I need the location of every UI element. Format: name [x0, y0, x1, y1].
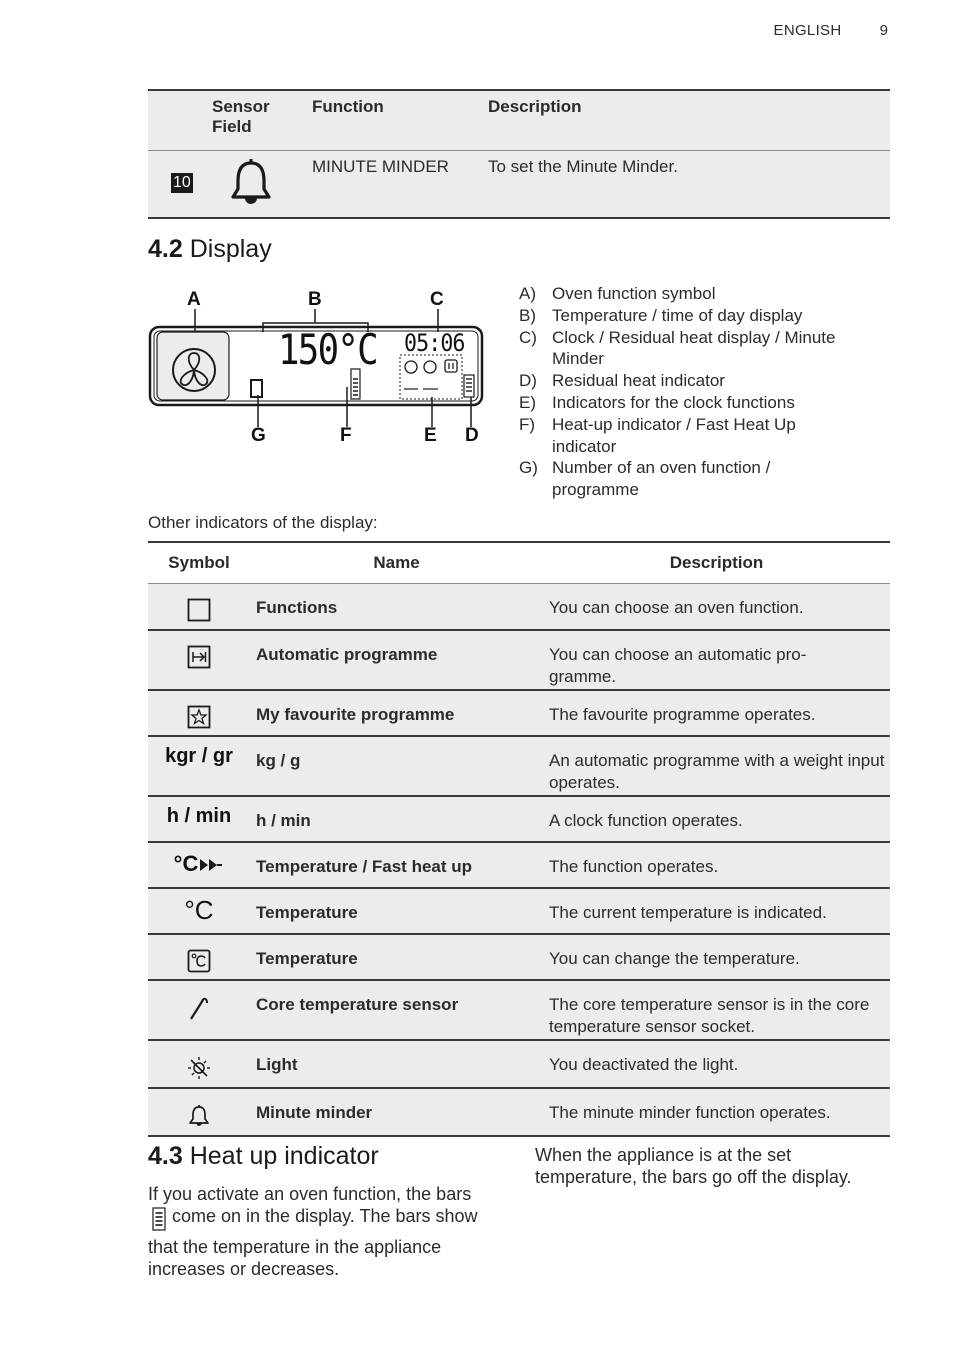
table-row: °C Temperature The current temperature is indicated.: [148, 888, 890, 934]
table-row: Automatic programme You can choose an automatic pro-gramme.: [148, 630, 890, 690]
label-g: G: [251, 425, 266, 446]
list-item: F) Heat-up indicator / Fast Heat Up indicator: [519, 414, 796, 456]
heat-up-bars-icon: [152, 1207, 166, 1236]
star-box-icon: [187, 705, 211, 734]
clock-readout: 05:06: [404, 329, 465, 357]
bell-icon: [187, 1103, 211, 1134]
heat-up-paragraph-2: When the appliance is at the set temperature, the bars go off the display.: [535, 1145, 852, 1187]
sensor-function: MINUTE MINDER: [312, 156, 449, 176]
label-f: F: [340, 425, 352, 446]
sensor-field-table: [148, 89, 890, 219]
table-row: Core temperature sensor The core temperature sensor is in the core temperature sensor socket.: [148, 980, 890, 1040]
list-item: D) Residual heat indicator: [519, 371, 725, 391]
fast-heat-arrows-icon: [198, 857, 224, 878]
label-b: B: [308, 289, 322, 310]
section-title: Display: [189, 235, 272, 263]
light-off-icon: [186, 1055, 212, 1086]
header-description: Description: [543, 542, 890, 584]
core-sensor-icon: [187, 995, 211, 1026]
table-row: kgr / gr kg / g An automatic programme with a weight input operates.: [148, 736, 890, 796]
table-row: [148, 150, 890, 218]
kg-g-symbol: kgr / gr: [165, 744, 233, 767]
table-row: Minute minder The minute minder function operates.: [148, 1088, 890, 1136]
table-row: h / min h / min A clock function operates.: [148, 796, 890, 842]
list-item: C) Clock / Residual heat display / Minute Minder: [519, 327, 836, 369]
header-symbol: Symbol: [148, 542, 250, 584]
list-item: A) Oven function symbol: [519, 284, 716, 303]
page-header: [740, 22, 888, 39]
table-row: Temperature You can change the temperature.: [148, 934, 890, 980]
boxed-celsius-icon: [187, 949, 211, 978]
list-item: B) Temperature / time of day display: [519, 305, 803, 325]
other-indicators-caption: Other indicators of the display:: [148, 513, 378, 532]
section-number: 4.3: [148, 1142, 183, 1170]
indicators-table: [148, 541, 890, 1137]
celsius-symbol: °C: [173, 850, 199, 876]
label-d: D: [465, 425, 479, 446]
table-row: Light You deactivated the light.: [148, 1040, 890, 1088]
section-title: Heat up indicator: [189, 1142, 379, 1170]
header-function: Function: [312, 97, 384, 116]
page-number: 9: [879, 22, 888, 39]
table-row: Functions You can choose an oven function.: [148, 584, 890, 630]
label-a: A: [187, 289, 201, 310]
section-heading-display: [148, 235, 272, 264]
sensor-number-badge: 10: [173, 173, 191, 191]
celsius-symbol: °C: [184, 894, 214, 925]
list-item: G) Number of an oven function / programme: [519, 458, 771, 500]
table-row: My favourite programme The favourite programme operates.: [148, 690, 890, 736]
language-label: ENGLISH: [773, 22, 842, 39]
table-row: °C Temperature / Fast heat up The function operates.: [148, 842, 890, 888]
section-number: 4.2: [148, 235, 183, 263]
header-name: Name: [250, 542, 543, 584]
header-description: Description: [488, 97, 582, 116]
temperature-readout: 150°C: [278, 325, 377, 374]
display-diagram: [148, 285, 488, 455]
automatic-programme-icon: [187, 645, 211, 674]
display-legend: [519, 283, 879, 501]
heat-up-paragraph: If you activate an oven function, the bars come on in the display. The bars show that the temperature in the appliance increases or decreases.: [148, 1184, 478, 1279]
square-icon: [187, 598, 211, 627]
label-c: C: [430, 289, 444, 310]
header-sensor-field: Sensor Field: [212, 97, 270, 136]
label-e: E: [424, 425, 437, 446]
h-min-symbol: h / min: [166, 804, 232, 827]
list-item: E) Indicators for the clock functions: [519, 392, 795, 412]
section-heading-heat-up: [148, 1142, 379, 1171]
bell-icon: [228, 157, 274, 212]
sensor-description: To set the Minute Minder.: [488, 156, 678, 176]
